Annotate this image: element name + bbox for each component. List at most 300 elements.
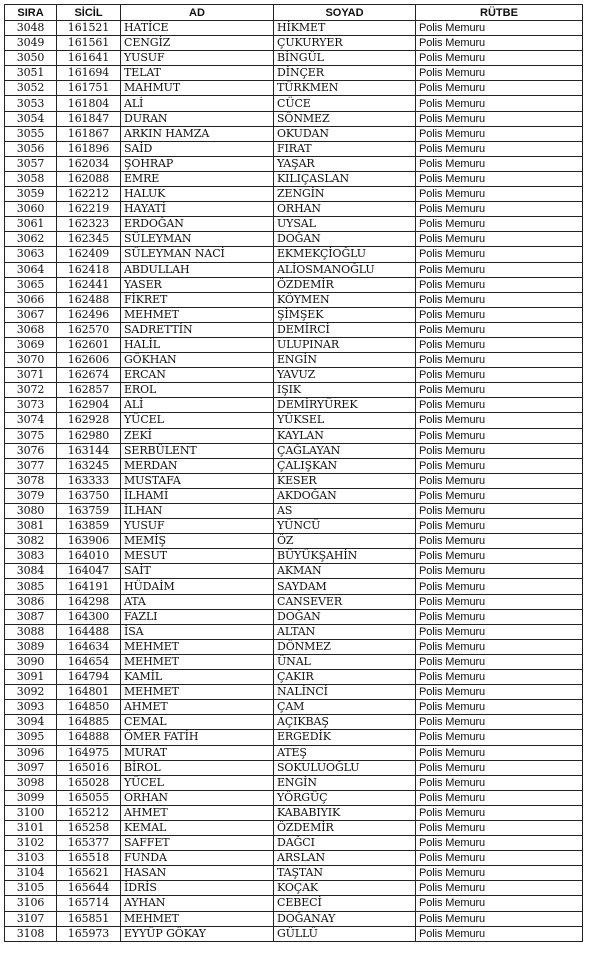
cell-rutbe: Polis Memuru [416,564,583,579]
table-row [5,775,583,790]
cell-sicil: 162980 [57,428,121,443]
cell-ad: İDRİS [121,881,274,896]
table-row [5,504,583,519]
cell-soyad: YAŞAR [274,156,416,171]
cell-sicil: 161561 [57,36,121,51]
cell-rutbe: Polis Memuru [416,156,583,171]
table-row [5,307,583,322]
cell-sira: 3085 [5,579,57,594]
cell-soyad: HİKMET [274,21,416,36]
table-row [5,337,583,352]
cell-rutbe: Polis Memuru [416,775,583,790]
cell-rutbe: Polis Memuru [416,866,583,881]
table-row [5,851,583,866]
cell-rutbe: Polis Memuru [416,141,583,156]
cell-sira: 3081 [5,519,57,534]
cell-ad: GÖKHAN [121,353,274,368]
cell-sicil: 162409 [57,247,121,262]
cell-sira: 3093 [5,700,57,715]
cell-ad: CEMAL [121,715,274,730]
header-row [5,5,583,21]
cell-soyad: ÖZDEMİR [274,277,416,292]
cell-soyad: YÜNCÜ [274,519,416,534]
table-row [5,715,583,730]
cell-soyad: TAŞTAN [274,866,416,881]
cell-rutbe: Polis Memuru [416,232,583,247]
cell-ad: YASER [121,277,274,292]
cell-rutbe: Polis Memuru [416,247,583,262]
cell-rutbe: Polis Memuru [416,760,583,775]
cell-rutbe: Polis Memuru [416,428,583,443]
cell-ad: MURAT [121,745,274,760]
cell-soyad: TÜRKMEN [274,81,416,96]
cell-ad: YÜCEL [121,775,274,790]
table-row [5,368,583,383]
table-row [5,428,583,443]
cell-sira: 3073 [5,398,57,413]
cell-soyad: OKUDAN [274,126,416,141]
cell-sicil: 162857 [57,383,121,398]
table-row [5,911,583,926]
cell-ad: ŞOHRAP [121,156,274,171]
cell-soyad: ENGİN [274,775,416,790]
table-row [5,488,583,503]
table-body [5,21,583,942]
cell-rutbe: Polis Memuru [416,96,583,111]
table-row [5,247,583,262]
cell-soyad: DEMİRCİ [274,322,416,337]
cell-sicil: 164850 [57,700,121,715]
cell-sicil: 162088 [57,171,121,186]
table-row [5,51,583,66]
cell-sicil: 161867 [57,126,121,141]
cell-rutbe: Polis Memuru [416,307,583,322]
cell-sicil: 165055 [57,790,121,805]
cell-rutbe: Polis Memuru [416,322,583,337]
cell-sicil: 162928 [57,413,121,428]
cell-soyad: SÖNMEZ [274,111,416,126]
cell-sira: 3098 [5,775,57,790]
cell-soyad: ÇUKURYER [274,36,416,51]
cell-sira: 3049 [5,36,57,51]
table-row [5,654,583,669]
cell-ad: MERDAN [121,458,274,473]
table-row [5,745,583,760]
cell-ad: KEMAL [121,820,274,835]
cell-rutbe: Polis Memuru [416,881,583,896]
cell-ad: SÜLEYMAN [121,232,274,247]
cell-rutbe: Polis Memuru [416,383,583,398]
table-row [5,519,583,534]
cell-sicil: 162034 [57,156,121,171]
cell-sicil: 162212 [57,187,121,202]
cell-rutbe: Polis Memuru [416,337,583,352]
cell-soyad: YÖRGÜÇ [274,790,416,805]
table-row [5,790,583,805]
cell-ad: MEHMET [121,911,274,926]
cell-sicil: 164654 [57,654,121,669]
cell-soyad: CANSEVER [274,594,416,609]
cell-sicil: 164191 [57,579,121,594]
table-row [5,579,583,594]
cell-soyad: SOKULUOĞLU [274,760,416,775]
cell-sira: 3077 [5,458,57,473]
cell-sira: 3054 [5,111,57,126]
cell-rutbe: Polis Memuru [416,473,583,488]
cell-sira: 3065 [5,277,57,292]
cell-sira: 3061 [5,217,57,232]
cell-sira: 3099 [5,790,57,805]
cell-sicil: 162418 [57,262,121,277]
cell-ad: KAMİL [121,670,274,685]
cell-sira: 3091 [5,670,57,685]
cell-rutbe: Polis Memuru [416,670,583,685]
cell-ad: FİKRET [121,292,274,307]
cell-soyad: ŞİMŞEK [274,307,416,322]
cell-sicil: 162441 [57,277,121,292]
cell-sicil: 162904 [57,398,121,413]
table-row [5,232,583,247]
cell-ad: ATA [121,594,274,609]
cell-ad: MEHMET [121,307,274,322]
cell-sira: 3058 [5,171,57,186]
table-row [5,458,583,473]
cell-sira: 3105 [5,881,57,896]
cell-soyad: ALTAN [274,624,416,639]
cell-sicil: 164801 [57,685,121,700]
table-row [5,398,583,413]
cell-rutbe: Polis Memuru [416,685,583,700]
cell-rutbe: Polis Memuru [416,624,583,639]
cell-sira: 3055 [5,126,57,141]
cell-soyad: CÜCE [274,96,416,111]
cell-sicil: 162219 [57,202,121,217]
cell-sicil: 161751 [57,81,121,96]
table-row [5,81,583,96]
cell-rutbe: Polis Memuru [416,805,583,820]
cell-sira: 3107 [5,911,57,926]
cell-sira: 3079 [5,488,57,503]
cell-soyad: ULUPINAR [274,337,416,352]
cell-ad: MEMİŞ [121,534,274,549]
cell-ad: ERCAN [121,368,274,383]
cell-ad: SÜLEYMAN NACİ [121,247,274,262]
cell-rutbe: Polis Memuru [416,549,583,564]
table-row [5,66,583,81]
cell-sira: 3096 [5,745,57,760]
cell-sira: 3092 [5,685,57,700]
cell-rutbe: Polis Memuru [416,368,583,383]
cell-ad: EYYÜP GÖKAY [121,926,274,941]
cell-sicil: 164298 [57,594,121,609]
table-row [5,624,583,639]
cell-rutbe: Polis Memuru [416,398,583,413]
table-row [5,609,583,624]
cell-sicil: 164047 [57,564,121,579]
cell-sira: 3070 [5,353,57,368]
cell-sira: 3071 [5,368,57,383]
cell-sira: 3083 [5,549,57,564]
cell-ad: MEHMET [121,654,274,669]
cell-soyad: ALİOSMANOĞLU [274,262,416,277]
cell-ad: AHMET [121,700,274,715]
cell-ad: SERBÜLENT [121,443,274,458]
cell-soyad: KOÇAK [274,881,416,896]
table-row [5,36,583,51]
table-row [5,564,583,579]
cell-rutbe: Polis Memuru [416,277,583,292]
cell-sicil: 165644 [57,881,121,896]
cell-rutbe: Polis Memuru [416,51,583,66]
cell-sira: 3103 [5,851,57,866]
cell-sicil: 163906 [57,534,121,549]
cell-sicil: 161521 [57,21,121,36]
cell-soyad: BÜYÜKŞAHİN [274,549,416,564]
table-row [5,322,583,337]
cell-sira: 3068 [5,322,57,337]
cell-ad: MUSTAFA [121,473,274,488]
cell-rutbe: Polis Memuru [416,443,583,458]
cell-sira: 3069 [5,337,57,352]
cell-ad: HÜDAİM [121,579,274,594]
cell-sira: 3108 [5,926,57,941]
table-row [5,383,583,398]
cell-soyad: ORHAN [274,202,416,217]
cell-soyad: DAĞCI [274,836,416,851]
cell-sicil: 165518 [57,851,121,866]
header-ad: AD [121,5,274,21]
cell-sira: 3074 [5,413,57,428]
cell-sicil: 162488 [57,292,121,307]
cell-sira: 3076 [5,443,57,458]
cell-soyad: UYSAL [274,217,416,232]
cell-sira: 3064 [5,262,57,277]
cell-ad: ZEKİ [121,428,274,443]
table-header [5,5,583,21]
cell-sira: 3075 [5,428,57,443]
table-row [5,685,583,700]
cell-soyad: IŞIK [274,383,416,398]
table-row [5,262,583,277]
cell-rutbe: Polis Memuru [416,836,583,851]
cell-ad: MESUT [121,549,274,564]
cell-rutbe: Polis Memuru [416,896,583,911]
cell-sira: 3086 [5,594,57,609]
cell-sira: 3072 [5,383,57,398]
cell-ad: İLHAN [121,504,274,519]
cell-rutbe: Polis Memuru [416,926,583,941]
cell-ad: EMRE [121,171,274,186]
cell-rutbe: Polis Memuru [416,126,583,141]
cell-soyad: ERGEDİK [274,730,416,745]
cell-ad: ALİ [121,398,274,413]
cell-ad: MEHMET [121,685,274,700]
cell-soyad: KESER [274,473,416,488]
table-row [5,202,583,217]
table-row [5,639,583,654]
cell-soyad: DÖNMEZ [274,639,416,654]
cell-sicil: 164888 [57,730,121,745]
table-row [5,820,583,835]
cell-sicil: 164488 [57,624,121,639]
cell-sicil: 161804 [57,96,121,111]
cell-rutbe: Polis Memuru [416,36,583,51]
cell-rutbe: Polis Memuru [416,715,583,730]
cell-ad: CENGİZ [121,36,274,51]
cell-sira: 3057 [5,156,57,171]
cell-ad: DURAN [121,111,274,126]
cell-soyad: CEBECİ [274,896,416,911]
cell-ad: MAHMUT [121,81,274,96]
cell-ad: YÜCEL [121,413,274,428]
cell-ad: SAİD [121,141,274,156]
cell-sicil: 162345 [57,232,121,247]
cell-sira: 3051 [5,66,57,81]
cell-ad: ORHAN [121,790,274,805]
cell-soyad: DEMİRYÜREK [274,398,416,413]
cell-ad: HALİL [121,337,274,352]
cell-rutbe: Polis Memuru [416,66,583,81]
cell-sicil: 164010 [57,549,121,564]
cell-sicil: 162674 [57,368,121,383]
cell-rutbe: Polis Memuru [416,171,583,186]
cell-rutbe: Polis Memuru [416,851,583,866]
cell-rutbe: Polis Memuru [416,21,583,36]
table-row [5,670,583,685]
cell-rutbe: Polis Memuru [416,654,583,669]
cell-rutbe: Polis Memuru [416,187,583,202]
table-row [5,549,583,564]
cell-rutbe: Polis Memuru [416,413,583,428]
cell-soyad: EKMEKÇİOĞLU [274,247,416,262]
cell-ad: ÖMER FATİH [121,730,274,745]
header-sicil: SİCİL [57,5,121,21]
personnel-table [4,4,583,942]
cell-ad: YUSUF [121,519,274,534]
cell-sicil: 164300 [57,609,121,624]
cell-ad: ERDOĞAN [121,217,274,232]
cell-sicil: 164975 [57,745,121,760]
cell-sira: 3094 [5,715,57,730]
cell-ad: İLHAMİ [121,488,274,503]
cell-sicil: 165028 [57,775,121,790]
cell-soyad: ÇALIŞKAN [274,458,416,473]
cell-rutbe: Polis Memuru [416,504,583,519]
cell-rutbe: Polis Memuru [416,217,583,232]
cell-sira: 3106 [5,896,57,911]
cell-soyad: AKDOĞAN [274,488,416,503]
cell-sicil: 161641 [57,51,121,66]
table-row [5,353,583,368]
table-row [5,217,583,232]
table-row [5,156,583,171]
cell-sicil: 161694 [57,66,121,81]
cell-soyad: ÇAKIR [274,670,416,685]
cell-rutbe: Polis Memuru [416,458,583,473]
cell-sicil: 162570 [57,322,121,337]
cell-sira: 3066 [5,292,57,307]
cell-ad: HAYATİ [121,202,274,217]
cell-ad: MEHMET [121,639,274,654]
cell-ad: HATİCE [121,21,274,36]
cell-sira: 3062 [5,232,57,247]
cell-sicil: 164794 [57,670,121,685]
header-sira: SIRA [5,5,57,21]
cell-rutbe: Polis Memuru [416,534,583,549]
cell-rutbe: Polis Memuru [416,353,583,368]
cell-ad: SADRETTİN [121,322,274,337]
cell-sicil: 165212 [57,805,121,820]
cell-sira: 3088 [5,624,57,639]
cell-ad: SAİT [121,564,274,579]
cell-soyad: BİNGÜL [274,51,416,66]
table-row [5,292,583,307]
cell-sira: 3082 [5,534,57,549]
cell-soyad: FIRAT [274,141,416,156]
table-row [5,534,583,549]
cell-sicil: 163144 [57,443,121,458]
cell-sira: 3050 [5,51,57,66]
table-row [5,700,583,715]
cell-rutbe: Polis Memuru [416,202,583,217]
table-row [5,126,583,141]
cell-soyad: YÜKSEL [274,413,416,428]
cell-sira: 3060 [5,202,57,217]
table-row [5,277,583,292]
cell-sira: 3078 [5,473,57,488]
cell-sicil: 165973 [57,926,121,941]
table-row [5,473,583,488]
cell-rutbe: Polis Memuru [416,488,583,503]
cell-soyad: DOĞAN [274,609,416,624]
cell-ad: AHMET [121,805,274,820]
cell-rutbe: Polis Memuru [416,700,583,715]
table-row [5,805,583,820]
cell-sira: 3053 [5,96,57,111]
table-row [5,171,583,186]
cell-sira: 3048 [5,21,57,36]
cell-soyad: ARSLAN [274,851,416,866]
cell-sicil: 165851 [57,911,121,926]
cell-sicil: 163750 [57,488,121,503]
table-row [5,187,583,202]
table-row [5,96,583,111]
cell-soyad: DOĞANAY [274,911,416,926]
table-row [5,836,583,851]
cell-soyad: DOĞAN [274,232,416,247]
cell-sira: 3084 [5,564,57,579]
cell-soyad: ÜNAL [274,654,416,669]
table-row [5,111,583,126]
cell-soyad: ATEŞ [274,745,416,760]
table-row [5,413,583,428]
cell-soyad: KAYLAN [274,428,416,443]
cell-sicil: 163859 [57,519,121,534]
cell-sira: 3101 [5,820,57,835]
cell-sira: 3104 [5,866,57,881]
cell-soyad: DİNÇER [274,66,416,81]
cell-ad: HASAN [121,866,274,881]
cell-ad: AYHAN [121,896,274,911]
cell-sira: 3087 [5,609,57,624]
cell-soyad: ENGİN [274,353,416,368]
cell-sicil: 162601 [57,337,121,352]
table-row [5,866,583,881]
cell-rutbe: Polis Memuru [416,790,583,805]
cell-sicil: 164634 [57,639,121,654]
cell-sicil: 162496 [57,307,121,322]
cell-soyad: ÖZ [274,534,416,549]
